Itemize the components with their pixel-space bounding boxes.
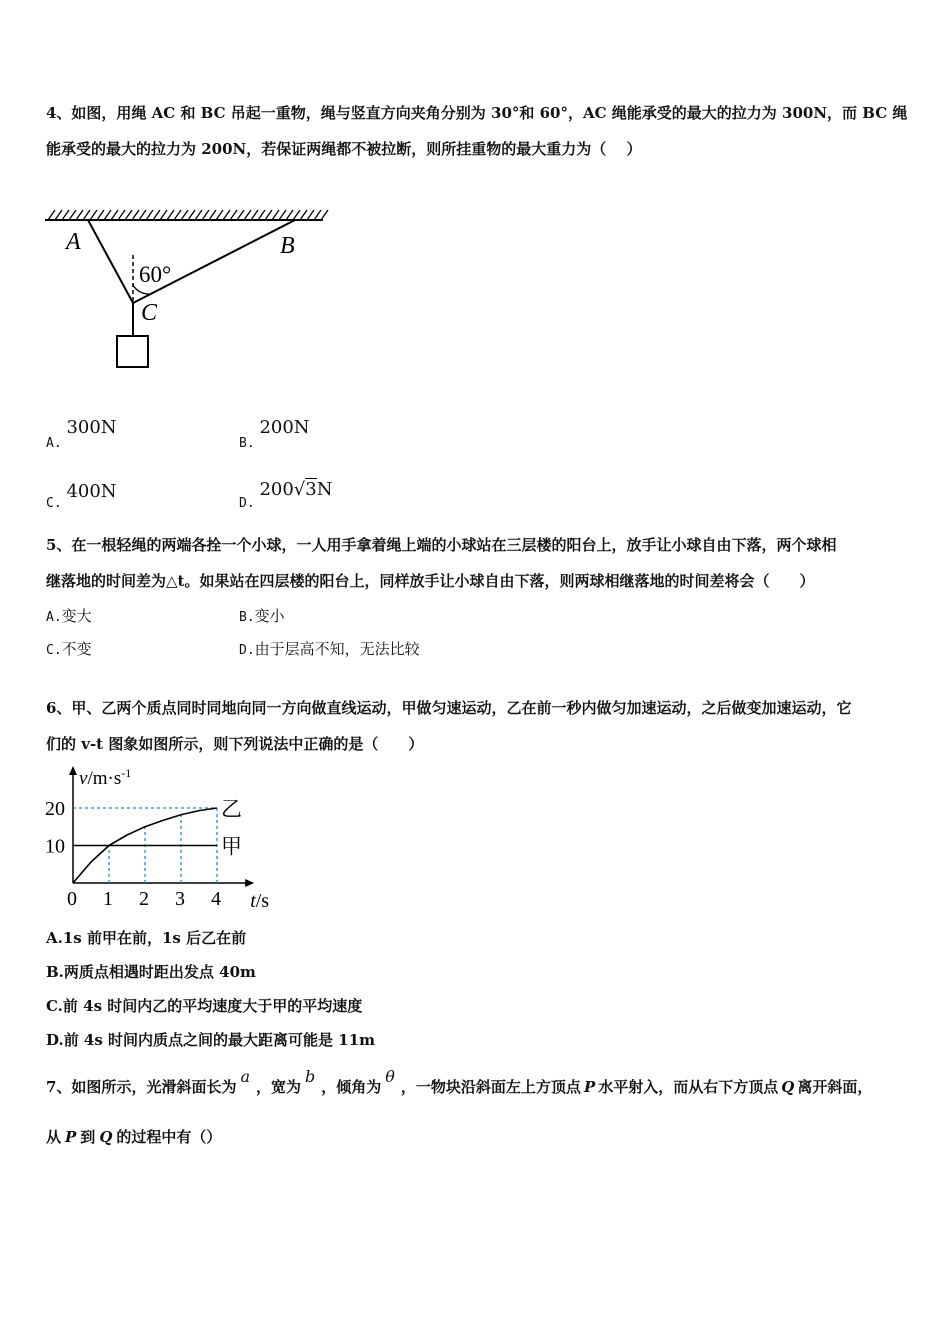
hatch-mark bbox=[132, 210, 139, 220]
hatch-mark bbox=[202, 210, 209, 220]
option-text: 两质点相遇时距出发点 40m bbox=[63, 963, 256, 981]
text: 从 bbox=[46, 1128, 62, 1146]
label-a: A bbox=[66, 229, 81, 255]
series-label-jia: 甲 bbox=[221, 834, 242, 859]
hatch-mark bbox=[265, 210, 272, 220]
hatch-mark bbox=[272, 210, 279, 220]
hatch-mark bbox=[216, 210, 223, 220]
option-value-radicand: 3 bbox=[305, 479, 317, 500]
q6-stem-line1: 6、甲、乙两个质点同时同地向同一方向做直线运动，甲做匀速运动，乙在前一秒内做匀加速运动，之后做变加速运动，它 bbox=[46, 699, 852, 717]
text: ，倾角为 bbox=[321, 1078, 382, 1096]
hatch-mark bbox=[279, 210, 286, 220]
option-text: 前 4s 时间内乙的平均速度大于甲的平均速度 bbox=[62, 997, 363, 1015]
q4-rope-diagram bbox=[40, 205, 340, 375]
q5-stem-line1: 5、在一根轻绳的两端各拴一个小球，一人用手拿着绳上端的小球站在三层楼的阳台上，放手让小球自由下落，两个球相 bbox=[46, 536, 837, 554]
hatch-mark bbox=[153, 210, 160, 220]
text: ，一物块沿斜面左上方顶点 bbox=[400, 1078, 581, 1096]
x-axis-label: t/s bbox=[250, 890, 270, 912]
option-text: 前 4s 时间内质点之间的最大距离可能是 11m bbox=[63, 1031, 375, 1049]
hatch-mark bbox=[258, 210, 265, 220]
q4-stem-line2: 能承受的最大的拉力为 200N，若保证两绳都不被拉断，则所挂重物的最大重力为（ ） bbox=[46, 140, 642, 158]
option-value-suffix: N bbox=[316, 479, 333, 500]
label-b: B bbox=[280, 233, 295, 259]
hatch-mark bbox=[111, 210, 118, 220]
option-label: C. bbox=[46, 496, 62, 511]
text: 水平射入，而从右下方顶点 bbox=[598, 1078, 779, 1096]
q7-stem-line1 bbox=[46, 1067, 873, 1097]
x-tick-label: 0 bbox=[67, 888, 77, 910]
q6-option-c[interactable] bbox=[46, 996, 362, 1016]
hatch-mark bbox=[244, 210, 251, 220]
series-label-yi: 乙 bbox=[221, 797, 242, 821]
option-label: A. bbox=[46, 610, 62, 625]
hatch-mark bbox=[314, 210, 321, 220]
option-value: 200N bbox=[259, 417, 310, 438]
hatch-mark bbox=[76, 210, 83, 220]
option-label: A. bbox=[46, 929, 63, 947]
q6-option-d[interactable] bbox=[46, 1030, 375, 1050]
option-text: 不变 bbox=[61, 640, 92, 658]
sqrt-icon: √ bbox=[293, 479, 306, 500]
hatch-mark bbox=[55, 210, 62, 220]
q5-option-c[interactable] bbox=[46, 639, 92, 661]
hatch-mark bbox=[321, 210, 328, 220]
ceiling-hatching bbox=[48, 210, 328, 220]
q6-option-a[interactable] bbox=[46, 928, 246, 948]
var-q: Q bbox=[99, 1128, 113, 1146]
hatch-mark bbox=[300, 210, 307, 220]
option-text: 1s 前甲在前，1s 后乙在前 bbox=[62, 929, 247, 947]
text: ，宽为 bbox=[256, 1078, 302, 1096]
text: 离开斜面， bbox=[797, 1078, 873, 1096]
option-label: A. bbox=[46, 436, 62, 451]
x-tick-label: 2 bbox=[139, 888, 149, 910]
text: 到 bbox=[80, 1128, 96, 1146]
option-text: 变小 bbox=[254, 607, 285, 625]
hatch-mark bbox=[195, 210, 202, 220]
option-label: D. bbox=[239, 496, 255, 511]
option-label: B. bbox=[239, 610, 255, 625]
var-a: a bbox=[240, 1067, 250, 1086]
option-value: 400N bbox=[66, 481, 117, 502]
hatch-mark bbox=[83, 210, 90, 220]
q4-option-a[interactable] bbox=[46, 417, 117, 451]
label-c: C bbox=[141, 300, 158, 326]
option-text: 变大 bbox=[61, 607, 92, 625]
x-tick-label: 1 bbox=[103, 888, 113, 910]
option-value-prefix: 200 bbox=[259, 479, 294, 500]
q4-stem-line1: 4、如图，用绳 AC 和 BC 吊起一重物，绳与竖直方向夹角分别为 30°和 60°，AC 绳能承受的最大的拉力为 300N，而 BC 绳 bbox=[46, 104, 908, 122]
var-b: b bbox=[305, 1067, 316, 1086]
option-label: C. bbox=[46, 643, 62, 658]
y-tick-label: 20 bbox=[45, 798, 65, 820]
hatch-mark bbox=[97, 210, 104, 220]
angle-label: 60° bbox=[139, 262, 172, 287]
hatch-mark bbox=[307, 210, 314, 220]
q6-stem-line2: 们的 v-t 图象如图所示，则下列说法中正确的是（ ） bbox=[46, 735, 424, 753]
hatch-mark bbox=[293, 210, 300, 220]
hatch-mark bbox=[237, 210, 244, 220]
hatch-mark bbox=[139, 210, 146, 220]
option-value: 300N bbox=[66, 417, 117, 438]
hatch-mark bbox=[62, 210, 69, 220]
var-q: Q bbox=[781, 1078, 795, 1096]
q6-option-b[interactable] bbox=[46, 962, 256, 982]
hatch-mark bbox=[251, 210, 258, 220]
hatch-mark bbox=[104, 210, 111, 220]
q5-option-d[interactable] bbox=[239, 639, 420, 661]
hatch-mark bbox=[167, 210, 174, 220]
q5-option-b[interactable] bbox=[239, 606, 285, 628]
option-label: B. bbox=[239, 436, 255, 451]
q7-stem-line2 bbox=[46, 1127, 221, 1147]
hatch-mark bbox=[286, 210, 293, 220]
q4-option-d[interactable] bbox=[239, 479, 333, 511]
y-axis-label: $v/m\cdot s^{-1}$ bbox=[79, 766, 132, 789]
hatch-mark bbox=[230, 210, 237, 220]
var-p: P bbox=[583, 1078, 596, 1096]
hatch-mark bbox=[69, 210, 76, 220]
hatch-mark bbox=[125, 210, 132, 220]
option-label: D. bbox=[46, 1031, 64, 1049]
rope-ac bbox=[88, 220, 133, 303]
hanging-weight bbox=[117, 336, 148, 367]
q4-option-c[interactable] bbox=[46, 481, 117, 511]
hatch-mark bbox=[48, 210, 55, 220]
var-p: P bbox=[65, 1128, 77, 1146]
q4-option-b[interactable] bbox=[239, 417, 310, 451]
y-tick-label: 10 bbox=[45, 835, 65, 858]
var-theta: θ bbox=[385, 1067, 395, 1086]
hatch-mark bbox=[90, 210, 97, 220]
option-label: B. bbox=[46, 963, 64, 981]
hatch-mark bbox=[160, 210, 167, 220]
hatch-mark bbox=[209, 210, 216, 220]
option-text: 由于层高不知，无法比较 bbox=[254, 640, 420, 658]
x-tick-label: 3 bbox=[175, 888, 185, 910]
hatch-mark bbox=[223, 210, 230, 220]
hatch-mark bbox=[181, 210, 188, 220]
hatch-mark bbox=[146, 210, 153, 220]
text: 的过程中有（） bbox=[116, 1128, 222, 1146]
x-tick-label: 4 bbox=[211, 888, 221, 910]
hatch-mark bbox=[174, 210, 181, 220]
vt-chart bbox=[40, 762, 270, 912]
q5-option-a[interactable] bbox=[46, 606, 92, 628]
text: 7、如图所示，光滑斜面长为 bbox=[46, 1078, 237, 1096]
x-axis-arrow bbox=[245, 879, 254, 887]
y-axis-arrow bbox=[69, 766, 77, 775]
hatch-mark bbox=[188, 210, 195, 220]
option-label: D. bbox=[239, 643, 255, 658]
option-label: C. bbox=[46, 997, 63, 1015]
q5-stem-line2: 继落地的时间差为△t。如果站在四层楼的阳台上，同样放手让小球自由下落，则两球相继落地的时间差将会（ ） bbox=[46, 572, 815, 590]
hatch-mark bbox=[118, 210, 125, 220]
